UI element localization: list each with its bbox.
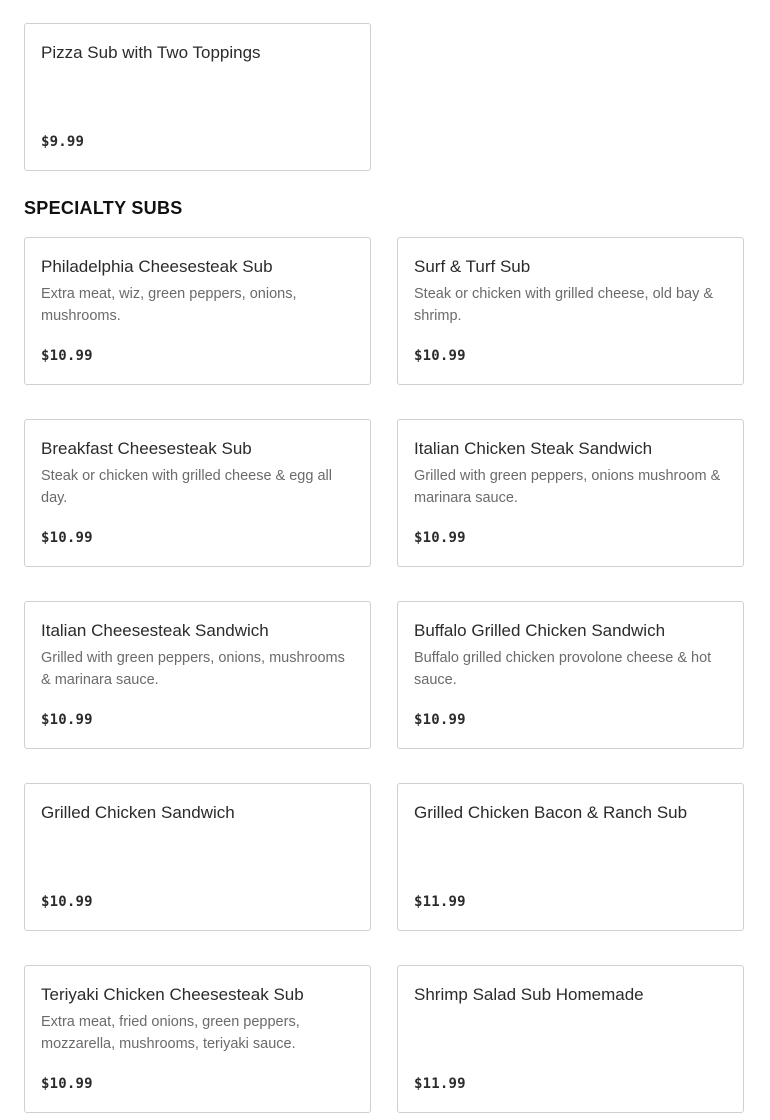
menu-item-card[interactable] bbox=[24, 419, 371, 567]
menu-item-description: Grilled with green peppers, onions mushroom & marinara sauce. bbox=[414, 468, 721, 506]
menu-item-price: $10.99 bbox=[41, 1076, 93, 1092]
menu-item-price: $11.99 bbox=[414, 894, 466, 910]
section-title: SPECIALTY SUBS bbox=[24, 198, 183, 218]
menu-item-description: Extra meat, fried onions, green peppers, mozzarella, mushrooms, teriyaki sauce. bbox=[41, 1014, 300, 1052]
menu-item-card[interactable] bbox=[397, 965, 744, 1113]
menu-item-name: Philadelphia Cheesesteak Sub bbox=[41, 257, 273, 276]
menu-item-price: $10.99 bbox=[41, 894, 93, 910]
menu-item-description: Steak or chicken with grilled cheese, old bay & shrimp. bbox=[414, 286, 714, 324]
menu-item-card[interactable] bbox=[397, 783, 744, 931]
menu-item-price: $10.99 bbox=[414, 348, 466, 364]
menu-item-card[interactable] bbox=[24, 783, 371, 931]
menu-item-description: Extra meat, wiz, green peppers, onions, mushrooms. bbox=[41, 286, 297, 324]
menu-item-card[interactable] bbox=[397, 237, 744, 385]
menu-item-price: $9.99 bbox=[41, 134, 85, 150]
menu-item-name: Italian Chicken Steak Sandwich bbox=[414, 439, 653, 458]
menu-item-description: Steak or chicken with grilled cheese & egg all day. bbox=[41, 468, 332, 506]
menu-item-name: Breakfast Cheesesteak Sub bbox=[41, 439, 252, 458]
menu-item-price: $10.99 bbox=[414, 712, 466, 728]
menu-item-name: Grilled Chicken Bacon & Ranch Sub bbox=[414, 803, 688, 822]
menu-item-name: Pizza Sub with Two Toppings bbox=[41, 43, 261, 62]
menu-item-price: $10.99 bbox=[41, 348, 93, 364]
menu-item-name: Grilled Chicken Sandwich bbox=[41, 803, 235, 822]
menu-item-price: $10.99 bbox=[41, 712, 93, 728]
menu-item-card[interactable] bbox=[397, 601, 744, 749]
menu-item-card[interactable] bbox=[24, 601, 371, 749]
menu-item-name: Buffalo Grilled Chicken Sandwich bbox=[414, 621, 666, 640]
menu-item-card[interactable] bbox=[24, 23, 371, 171]
menu-item-price: $10.99 bbox=[414, 530, 466, 546]
menu-item-description: Buffalo grilled chicken provolone cheese & hot sauce. bbox=[414, 650, 712, 688]
menu-item-description: Grilled with green peppers, onions, mushrooms & marinara sauce. bbox=[41, 650, 345, 688]
menu-item-price: $11.99 bbox=[414, 1076, 466, 1092]
menu-item-name: Teriyaki Chicken Cheesesteak Sub bbox=[41, 985, 304, 1004]
menu-item-card[interactable] bbox=[24, 237, 371, 385]
menu-item-card[interactable] bbox=[24, 965, 371, 1113]
menu-item-name: Italian Cheesesteak Sandwich bbox=[41, 621, 269, 640]
menu-item-card[interactable] bbox=[397, 419, 744, 567]
menu-item-name: Shrimp Salad Sub Homemade bbox=[414, 985, 644, 1004]
menu-item-name: Surf & Turf Sub bbox=[414, 257, 531, 276]
menu-item-price: $10.99 bbox=[41, 530, 93, 546]
